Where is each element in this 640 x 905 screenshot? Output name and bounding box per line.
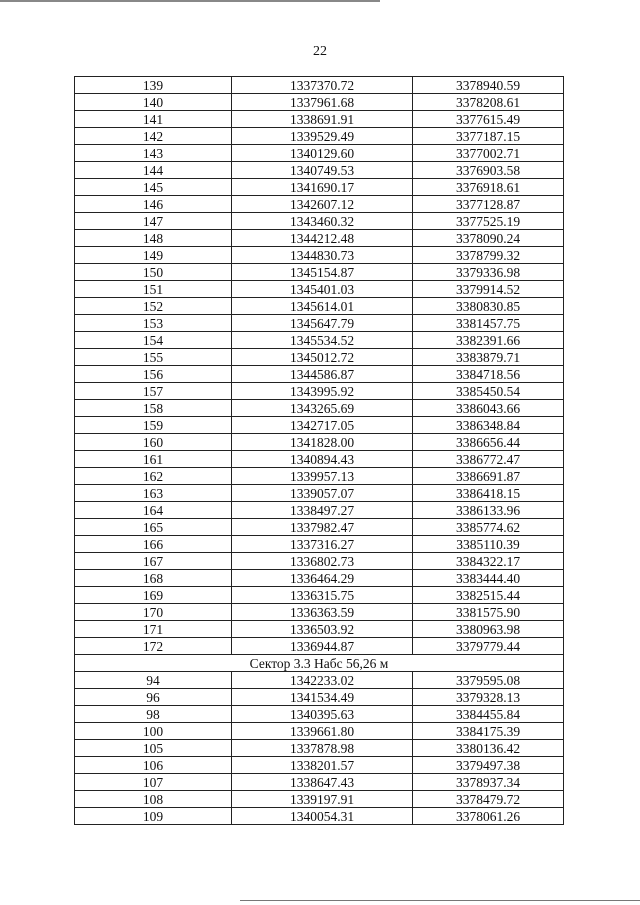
x-coordinate-cell: 1345534.52 xyxy=(232,332,413,349)
x-coordinate-cell: 1336363.59 xyxy=(232,604,413,621)
x-coordinate-cell: 1341828.00 xyxy=(232,434,413,451)
x-coordinate-cell: 1342607.12 xyxy=(232,196,413,213)
y-coordinate-cell: 3376918.61 xyxy=(413,179,564,196)
table-row xyxy=(75,264,564,281)
point-number-cell: 151 xyxy=(75,281,232,298)
y-coordinate-cell: 3379336.98 xyxy=(413,264,564,281)
table-row xyxy=(75,536,564,553)
table-row xyxy=(75,196,564,213)
y-coordinate-cell: 3379497.38 xyxy=(413,757,564,774)
x-coordinate-cell: 1342717.05 xyxy=(232,417,413,434)
table-row xyxy=(75,502,564,519)
table-row xyxy=(75,570,564,587)
x-coordinate-cell: 1336464.29 xyxy=(232,570,413,587)
y-coordinate-cell: 3384455.84 xyxy=(413,706,564,723)
point-number-cell: 161 xyxy=(75,451,232,468)
table-row xyxy=(75,672,564,689)
y-coordinate-cell: 3385774.62 xyxy=(413,519,564,536)
table-body-b xyxy=(75,672,564,825)
y-coordinate-cell: 3378061.26 xyxy=(413,808,564,825)
table-row xyxy=(75,128,564,145)
y-coordinate-cell: 3376903.58 xyxy=(413,162,564,179)
y-coordinate-cell: 3379914.52 xyxy=(413,281,564,298)
point-number-cell: 152 xyxy=(75,298,232,315)
table-row xyxy=(75,621,564,638)
table-row xyxy=(75,247,564,264)
table-row xyxy=(75,94,564,111)
x-coordinate-cell: 1336503.92 xyxy=(232,621,413,638)
y-coordinate-cell: 3377002.71 xyxy=(413,145,564,162)
page-number: 22 xyxy=(313,44,327,59)
point-number-cell: 164 xyxy=(75,502,232,519)
table-row xyxy=(75,145,564,162)
table-row xyxy=(75,808,564,825)
x-coordinate-cell: 1339197.91 xyxy=(232,791,413,808)
table-row xyxy=(75,706,564,723)
point-number-cell: 163 xyxy=(75,485,232,502)
table-row xyxy=(75,230,564,247)
y-coordinate-cell: 3378799.32 xyxy=(413,247,564,264)
point-number-cell: 143 xyxy=(75,145,232,162)
point-number-cell: 156 xyxy=(75,366,232,383)
point-number-cell: 141 xyxy=(75,111,232,128)
y-coordinate-cell: 3378090.24 xyxy=(413,230,564,247)
point-number-cell: 154 xyxy=(75,332,232,349)
x-coordinate-cell: 1345401.03 xyxy=(232,281,413,298)
point-number-cell: 171 xyxy=(75,621,232,638)
y-coordinate-cell: 3380830.85 xyxy=(413,298,564,315)
top-rule xyxy=(0,0,380,2)
x-coordinate-cell: 1345614.01 xyxy=(232,298,413,315)
point-number-cell: 167 xyxy=(75,553,232,570)
x-coordinate-cell: 1345647.79 xyxy=(232,315,413,332)
y-coordinate-cell: 3386043.66 xyxy=(413,400,564,417)
x-coordinate-cell: 1339957.13 xyxy=(232,468,413,485)
table-row xyxy=(75,791,564,808)
section-header-body xyxy=(75,655,564,672)
y-coordinate-cell: 3379328.13 xyxy=(413,689,564,706)
x-coordinate-cell: 1344212.48 xyxy=(232,230,413,247)
point-number-cell: 150 xyxy=(75,264,232,281)
x-coordinate-cell: 1337370.72 xyxy=(232,77,413,94)
point-number-cell: 159 xyxy=(75,417,232,434)
table-row xyxy=(75,587,564,604)
table-row xyxy=(75,77,564,94)
table-row xyxy=(75,111,564,128)
point-number-cell: 108 xyxy=(75,791,232,808)
table-row xyxy=(75,604,564,621)
point-number-cell: 142 xyxy=(75,128,232,145)
y-coordinate-cell: 3377128.87 xyxy=(413,196,564,213)
y-coordinate-cell: 3383879.71 xyxy=(413,349,564,366)
point-number-cell: 169 xyxy=(75,587,232,604)
point-number-cell: 98 xyxy=(75,706,232,723)
y-coordinate-cell: 3384718.56 xyxy=(413,366,564,383)
y-coordinate-cell: 3378208.61 xyxy=(413,94,564,111)
y-coordinate-cell: 3385110.39 xyxy=(413,536,564,553)
y-coordinate-cell: 3384175.39 xyxy=(413,723,564,740)
point-number-cell: 166 xyxy=(75,536,232,553)
x-coordinate-cell: 1338647.43 xyxy=(232,774,413,791)
table-row xyxy=(75,451,564,468)
table-row xyxy=(75,434,564,451)
table-row xyxy=(75,383,564,400)
table-row xyxy=(75,162,564,179)
y-coordinate-cell: 3377187.15 xyxy=(413,128,564,145)
x-coordinate-cell: 1337878.98 xyxy=(232,740,413,757)
x-coordinate-cell: 1340395.63 xyxy=(232,706,413,723)
y-coordinate-cell: 3379595.08 xyxy=(413,672,564,689)
x-coordinate-cell: 1343460.32 xyxy=(232,213,413,230)
x-coordinate-cell: 1339529.49 xyxy=(232,128,413,145)
table-body-a xyxy=(75,77,564,655)
y-coordinate-cell: 3377615.49 xyxy=(413,111,564,128)
table-row xyxy=(75,417,564,434)
point-number-cell: 157 xyxy=(75,383,232,400)
point-number-cell: 147 xyxy=(75,213,232,230)
point-number-cell: 145 xyxy=(75,179,232,196)
point-number-cell: 149 xyxy=(75,247,232,264)
y-coordinate-cell: 3386772.47 xyxy=(413,451,564,468)
point-number-cell: 155 xyxy=(75,349,232,366)
table-row xyxy=(75,638,564,655)
x-coordinate-cell: 1340894.43 xyxy=(232,451,413,468)
point-number-cell: 146 xyxy=(75,196,232,213)
x-coordinate-cell: 1340054.31 xyxy=(232,808,413,825)
point-number-cell: 162 xyxy=(75,468,232,485)
table-row xyxy=(75,179,564,196)
y-coordinate-cell: 3383444.40 xyxy=(413,570,564,587)
y-coordinate-cell: 3386348.84 xyxy=(413,417,564,434)
point-number-cell: 96 xyxy=(75,689,232,706)
point-number-cell: 109 xyxy=(75,808,232,825)
table-row xyxy=(75,213,564,230)
table-row xyxy=(75,298,564,315)
x-coordinate-cell: 1338497.27 xyxy=(232,502,413,519)
x-coordinate-cell: 1343265.69 xyxy=(232,400,413,417)
x-coordinate-cell: 1338691.91 xyxy=(232,111,413,128)
table-row xyxy=(75,400,564,417)
section-header-row xyxy=(75,655,564,672)
table-row xyxy=(75,315,564,332)
table-row xyxy=(75,485,564,502)
point-number-cell: 140 xyxy=(75,94,232,111)
point-number-cell: 153 xyxy=(75,315,232,332)
x-coordinate-cell: 1344586.87 xyxy=(232,366,413,383)
x-coordinate-cell: 1344830.73 xyxy=(232,247,413,264)
point-number-cell: 94 xyxy=(75,672,232,689)
coordinates-table xyxy=(74,76,564,825)
x-coordinate-cell: 1345154.87 xyxy=(232,264,413,281)
point-number-cell: 106 xyxy=(75,757,232,774)
x-coordinate-cell: 1337316.27 xyxy=(232,536,413,553)
table-row xyxy=(75,740,564,757)
x-coordinate-cell: 1343995.92 xyxy=(232,383,413,400)
y-coordinate-cell: 3384322.17 xyxy=(413,553,564,570)
point-number-cell: 139 xyxy=(75,77,232,94)
y-coordinate-cell: 3377525.19 xyxy=(413,213,564,230)
bottom-rule xyxy=(240,900,640,901)
table-row xyxy=(75,349,564,366)
point-number-cell: 170 xyxy=(75,604,232,621)
x-coordinate-cell: 1337961.68 xyxy=(232,94,413,111)
y-coordinate-cell: 3382515.44 xyxy=(413,587,564,604)
y-coordinate-cell: 3381457.75 xyxy=(413,315,564,332)
table-row xyxy=(75,366,564,383)
point-number-cell: 144 xyxy=(75,162,232,179)
x-coordinate-cell: 1337982.47 xyxy=(232,519,413,536)
y-coordinate-cell: 3386691.87 xyxy=(413,468,564,485)
x-coordinate-cell: 1336802.73 xyxy=(232,553,413,570)
x-coordinate-cell: 1341534.49 xyxy=(232,689,413,706)
y-coordinate-cell: 3382391.66 xyxy=(413,332,564,349)
x-coordinate-cell: 1339057.07 xyxy=(232,485,413,502)
y-coordinate-cell: 3381575.90 xyxy=(413,604,564,621)
y-coordinate-cell: 3385450.54 xyxy=(413,383,564,400)
y-coordinate-cell: 3380963.98 xyxy=(413,621,564,638)
point-number-cell: 165 xyxy=(75,519,232,536)
x-coordinate-cell: 1336944.87 xyxy=(232,638,413,655)
table-row xyxy=(75,723,564,740)
table-row xyxy=(75,553,564,570)
x-coordinate-cell: 1336315.75 xyxy=(232,587,413,604)
x-coordinate-cell: 1340749.53 xyxy=(232,162,413,179)
table-row xyxy=(75,281,564,298)
table-row xyxy=(75,757,564,774)
x-coordinate-cell: 1339661.80 xyxy=(232,723,413,740)
point-number-cell: 168 xyxy=(75,570,232,587)
point-number-cell: 105 xyxy=(75,740,232,757)
x-coordinate-cell: 1341690.17 xyxy=(232,179,413,196)
table-row xyxy=(75,468,564,485)
y-coordinate-cell: 3386418.15 xyxy=(413,485,564,502)
point-number-cell: 160 xyxy=(75,434,232,451)
point-number-cell: 107 xyxy=(75,774,232,791)
x-coordinate-cell: 1338201.57 xyxy=(232,757,413,774)
y-coordinate-cell: 3378937.34 xyxy=(413,774,564,791)
x-coordinate-cell: 1342233.02 xyxy=(232,672,413,689)
y-coordinate-cell: 3378479.72 xyxy=(413,791,564,808)
x-coordinate-cell: 1345012.72 xyxy=(232,349,413,366)
y-coordinate-cell: 3386656.44 xyxy=(413,434,564,451)
x-coordinate-cell: 1340129.60 xyxy=(232,145,413,162)
y-coordinate-cell: 3380136.42 xyxy=(413,740,564,757)
point-number-cell: 158 xyxy=(75,400,232,417)
table-row xyxy=(75,332,564,349)
y-coordinate-cell: 3379779.44 xyxy=(413,638,564,655)
table-row xyxy=(75,519,564,536)
y-coordinate-cell: 3378940.59 xyxy=(413,77,564,94)
section-title: Сектор 3.3 Набс 56,26 м xyxy=(75,655,564,672)
table-row xyxy=(75,689,564,706)
point-number-cell: 172 xyxy=(75,638,232,655)
table-row xyxy=(75,774,564,791)
y-coordinate-cell: 3386133.96 xyxy=(413,502,564,519)
point-number-cell: 148 xyxy=(75,230,232,247)
point-number-cell: 100 xyxy=(75,723,232,740)
